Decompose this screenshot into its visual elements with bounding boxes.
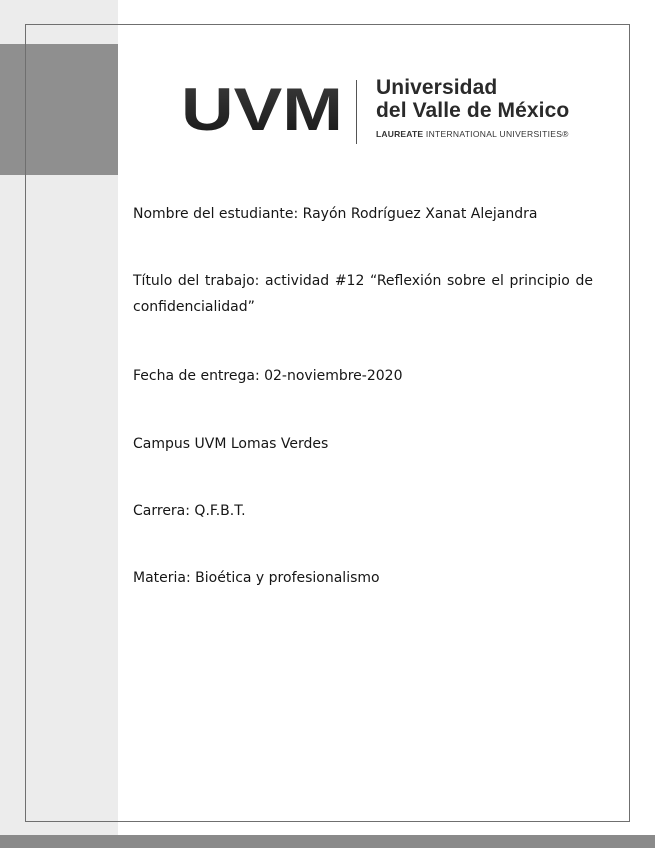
subject: Materia: Bioética y profesionalismo <box>133 570 380 586</box>
logo-tagline <box>376 129 569 139</box>
logo-line-1: Universidad <box>376 76 498 99</box>
student-name: Nombre del estudiante: Rayón Rodríguez Xanat Alejandra <box>133 206 538 222</box>
logo-line-2: del Valle de México <box>376 99 570 122</box>
assignment-title: Título del trabajo: actividad #12 “Reflexión sobre el principio de confidencialidad” <box>133 273 593 315</box>
logo-tagline-rest: INTERNATIONAL UNIVERSITIES® <box>423 129 569 139</box>
delivery-date: Fecha de entrega: 02-noviembre-2020 <box>133 368 403 384</box>
uvm-logo-mark <box>180 82 345 134</box>
logo-tagline-bold: LAUREATE <box>376 129 424 139</box>
bottom-bar <box>0 835 655 848</box>
uvm-logo-mark-text: UVM <box>181 82 343 134</box>
uvm-logo <box>180 76 600 146</box>
logo-wordmark <box>376 76 569 139</box>
career: Carrera: Q.F.B.T. <box>133 503 246 519</box>
logo-divider <box>356 80 357 144</box>
campus: Campus UVM Lomas Verdes <box>133 436 329 452</box>
